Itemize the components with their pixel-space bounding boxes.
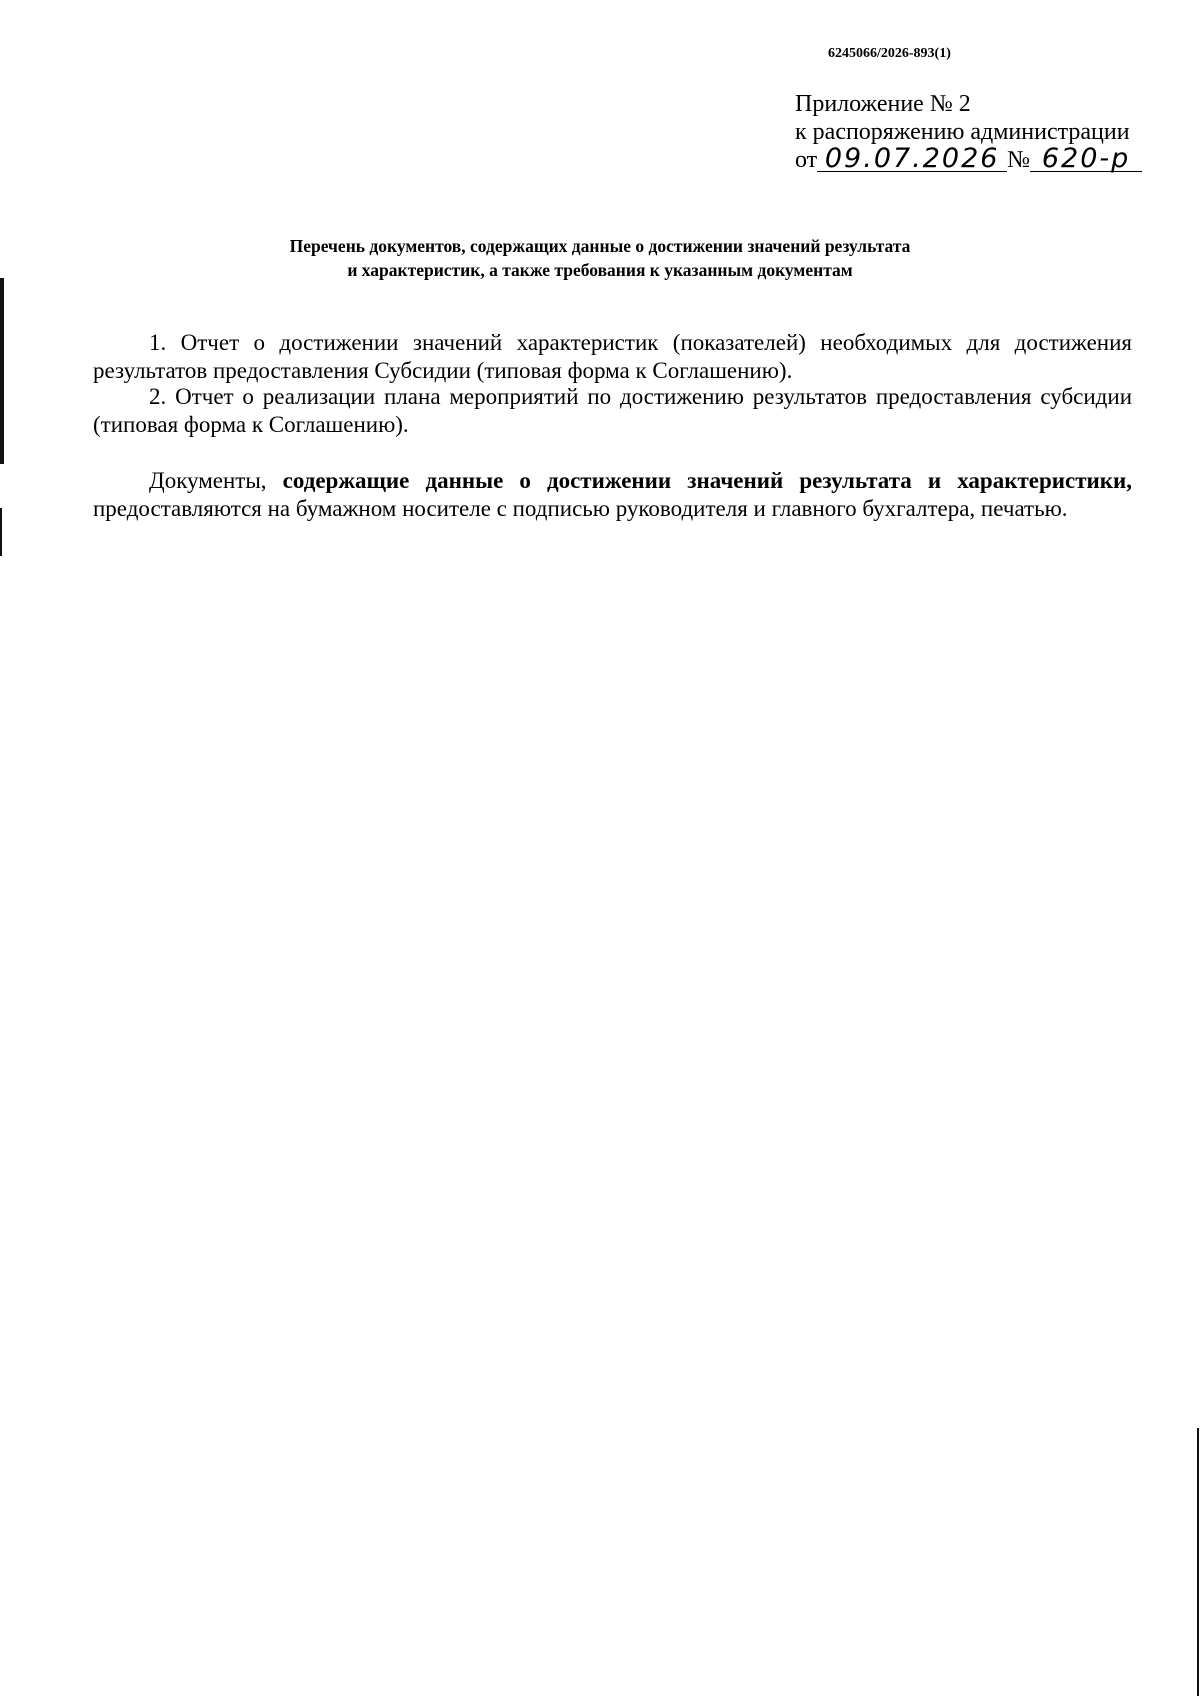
appendix-order: к распоряжению администрации bbox=[795, 119, 1130, 145]
closing-text: предоставляются на бумажном носителе с подписью руководителя и главного бухгалтера, печатью. bbox=[93, 495, 1068, 521]
number-label: № bbox=[1007, 147, 1031, 173]
from-label: от bbox=[795, 147, 818, 173]
title-line: и характеристик, а также требования к указанным документам bbox=[347, 260, 853, 280]
document-id: 6245066/2026-893(1) bbox=[828, 46, 951, 61]
scan-artifact-line bbox=[0, 508, 2, 556]
handwritten-date: 09.07.2026 bbox=[817, 147, 1007, 172]
closing-bold-text: содержащие данные о достижении значений результата и характеристики, bbox=[282, 468, 1133, 493]
list-item-text: Отчет о достижении значений характеристик (показателей) необходимых для достижения результатов предоставления Субсидии (типовая форма к Соглашению). bbox=[93, 330, 1133, 383]
appendix-header bbox=[795, 90, 1142, 174]
list-item-number: 1. bbox=[149, 330, 167, 355]
list-item-text: Отчет о реализации плана мероприятий по достижению результатов предоставления субсидии (типовая форма к Соглашению). bbox=[93, 384, 1132, 437]
title-line: Перечень документов, содержащих данные о достижении значений результата bbox=[289, 236, 911, 256]
appendix-date-line bbox=[795, 143, 1142, 174]
handwritten-number: 620-р bbox=[1030, 147, 1142, 172]
scan-artifact-line bbox=[1197, 1428, 1199, 1696]
scan-artifact-line bbox=[0, 278, 4, 464]
appendix-number: Приложение № 2 bbox=[795, 91, 971, 117]
closing-paragraph bbox=[93, 467, 1132, 522]
list-item-number: 2. bbox=[149, 384, 167, 409]
document-title bbox=[180, 234, 1020, 282]
list-item bbox=[93, 383, 1132, 438]
closing-text: Документы, bbox=[149, 468, 267, 493]
list-item bbox=[93, 329, 1132, 384]
